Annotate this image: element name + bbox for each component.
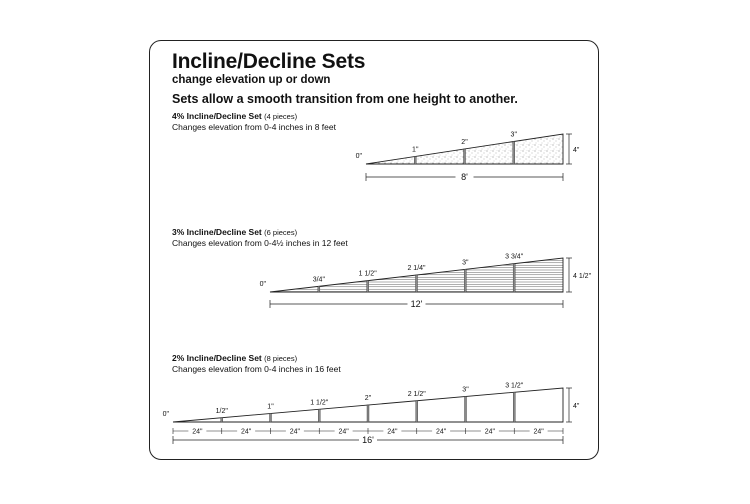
piece-joint [414, 157, 416, 165]
set-pieces: (6 pieces) [264, 228, 298, 237]
height-label: 0" [355, 153, 362, 160]
height-label: 2 1/4" [407, 265, 426, 272]
height-label: 3 1/2" [505, 382, 524, 390]
height-label: 2" [364, 395, 372, 402]
total-length-label: 12' [410, 299, 423, 309]
height-label: 3" [462, 386, 469, 394]
total-length-label: 16' [362, 435, 374, 445]
height-label: 3" [510, 131, 517, 139]
set-name: 3% Incline/Decline Set [172, 227, 262, 237]
piece-joint [513, 264, 515, 292]
set-description: Changes elevation from 0-4½ inches in 12 feet [172, 238, 348, 248]
height-label: 0" [259, 281, 266, 288]
height-label: 3/4" [312, 276, 325, 284]
height-label: 1" [267, 403, 274, 411]
piece-joint [513, 142, 515, 165]
page-title: Incline/Decline Sets [172, 50, 366, 73]
height-label: 1" [412, 146, 419, 154]
height-label: 1 1/2" [358, 270, 377, 278]
piece-joint [465, 397, 467, 423]
set-pieces: (4 pieces) [264, 112, 298, 121]
end-height-label: 4" [573, 147, 580, 154]
piece-joint [416, 401, 418, 422]
end-height-label: 4 1/2" [573, 273, 592, 280]
total-length-label: 8' [461, 172, 468, 182]
segment-length-label: 24" [435, 428, 447, 436]
segment-length-label: 24" [240, 428, 252, 436]
piece-joint [367, 281, 369, 292]
piece-joint [270, 414, 272, 423]
height-label: 2 1/2" [407, 390, 426, 398]
height-label: 2" [461, 139, 468, 146]
segment-length-label: 24" [192, 428, 203, 436]
piece-joint [318, 409, 320, 422]
height-label: 1/2" [215, 407, 228, 415]
segment-length-label: 24" [387, 428, 398, 436]
set-description: Changes elevation from 0-4 inches in 8 feet [172, 122, 336, 132]
height-label: 1 1/2" [310, 399, 329, 407]
end-height-label: 4" [573, 403, 580, 410]
set-name: 2% Incline/Decline Set [172, 353, 262, 363]
set-name: 4% Incline/Decline Set [172, 111, 262, 121]
piece-joint [318, 286, 320, 292]
height-label: 3 3/4" [505, 253, 524, 261]
segment-length-label: 24" [338, 428, 349, 436]
piece-joint [464, 269, 466, 292]
subtitle: change elevation up or down [172, 74, 331, 86]
segment-length-label: 24" [484, 428, 496, 436]
segment-length-label: 24" [533, 428, 544, 436]
height-label: 3" [462, 259, 469, 267]
piece-joint [513, 392, 515, 422]
height-label: 0" [162, 411, 169, 418]
set-pieces: (8 pieces) [264, 354, 298, 363]
piece-joint [416, 275, 418, 292]
piece-joint [221, 418, 223, 422]
set-description: Changes elevation from 0-4 inches in 16 feet [172, 364, 341, 374]
piece-joint [367, 405, 369, 422]
piece-joint [464, 149, 466, 164]
segment-length-label: 24" [289, 428, 301, 436]
tagline: Sets allow a smooth transition from one height to another. [172, 92, 518, 106]
